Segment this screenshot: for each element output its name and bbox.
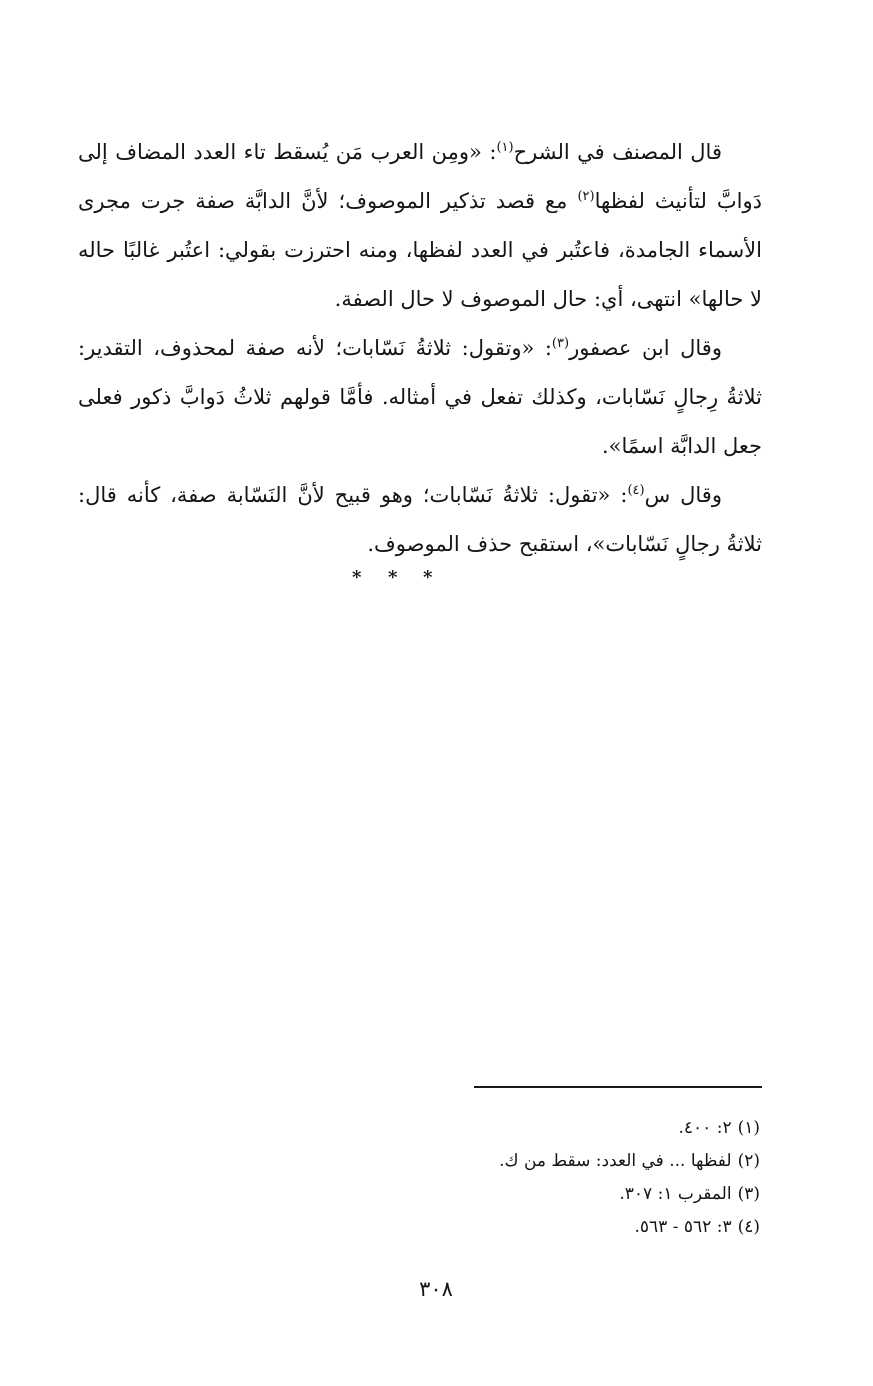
paragraph-text: : «وتقول: ثلاثةُ نَسّابات؛ لأنه صفة لمحذوف، التقدير: ثلاثةُ رِجالٍ نَسّابات، وكذلك تفعل في أمثاله. فأمَّا قولهم ثلاثُ دَوابَّ ذكور فعلى جعل الدابَّة اسمًا». bbox=[78, 336, 762, 458]
footnote-number: (١) bbox=[737, 1118, 760, 1138]
footnotes bbox=[340, 1112, 760, 1244]
paragraph-lead: قال المصنف في الشرح bbox=[513, 140, 722, 164]
footnote-number: (٤) bbox=[737, 1217, 760, 1237]
paragraph-text: : «تقول: ثلاثةُ نَسّابات؛ وهو قبيح لأنَّ النَسّابة صفة، كأنه قال: ثلاثةُ رجالٍ نَسّابات»، استقبح حذف الموصوف. bbox=[78, 483, 762, 556]
page-number: ٣٠٨ bbox=[419, 1277, 453, 1301]
footnote-text: ٣: ٥٦٢ - ٥٦٣. bbox=[634, 1217, 732, 1237]
section-separator bbox=[340, 568, 460, 592]
main-text bbox=[78, 128, 762, 569]
paragraph-lead: وقال ابن عصفور bbox=[569, 336, 722, 360]
paragraph-1 bbox=[78, 128, 762, 324]
separator-star: * bbox=[352, 567, 362, 588]
paragraph-2 bbox=[78, 324, 762, 471]
footnote-number: (٣) bbox=[737, 1184, 760, 1204]
paragraph-lead: وقال س bbox=[644, 483, 722, 507]
paragraph-text: : «ومِن العرب مَن يُسقط تاء العدد المضاف إلى دَوابَّ لتأنيث لفظها bbox=[78, 140, 762, 213]
footnote-2 bbox=[340, 1145, 760, 1178]
footnote-4 bbox=[340, 1211, 760, 1244]
separator-star: * bbox=[388, 567, 398, 588]
separator-star: * bbox=[423, 567, 433, 588]
footnote-text: المقرب ١: ٣٠٧. bbox=[619, 1184, 732, 1204]
footnote-number: (٢) bbox=[737, 1151, 760, 1171]
footnote-ref-2[interactable]: (٢) bbox=[577, 189, 595, 204]
paragraph-tail: مع قصد تذكير الموصوف؛ لأنَّ الدابَّة صفة جرت مجرى الأسماء الجامدة، فاعتُبر في العدد لفظها، ومنه احترزت بقولي: اعتُبر غالبًا حاله لا حالها» انتهى، أي: حال الموصوف لا حال الصفة. bbox=[78, 189, 762, 311]
footnote-1 bbox=[340, 1112, 760, 1145]
footnote-ref-4[interactable]: (٤) bbox=[627, 483, 645, 498]
footnote-ref-1[interactable]: (١) bbox=[496, 140, 514, 155]
footnote-divider bbox=[474, 1086, 762, 1088]
paragraph-3 bbox=[78, 471, 762, 569]
footnote-text: لفظها ... في العدد: سقط من ك. bbox=[499, 1151, 732, 1171]
footnote-3 bbox=[340, 1178, 760, 1211]
footnote-text: ٢: ٤٠٠. bbox=[678, 1118, 732, 1138]
footnote-ref-3[interactable]: (٣) bbox=[551, 336, 570, 351]
